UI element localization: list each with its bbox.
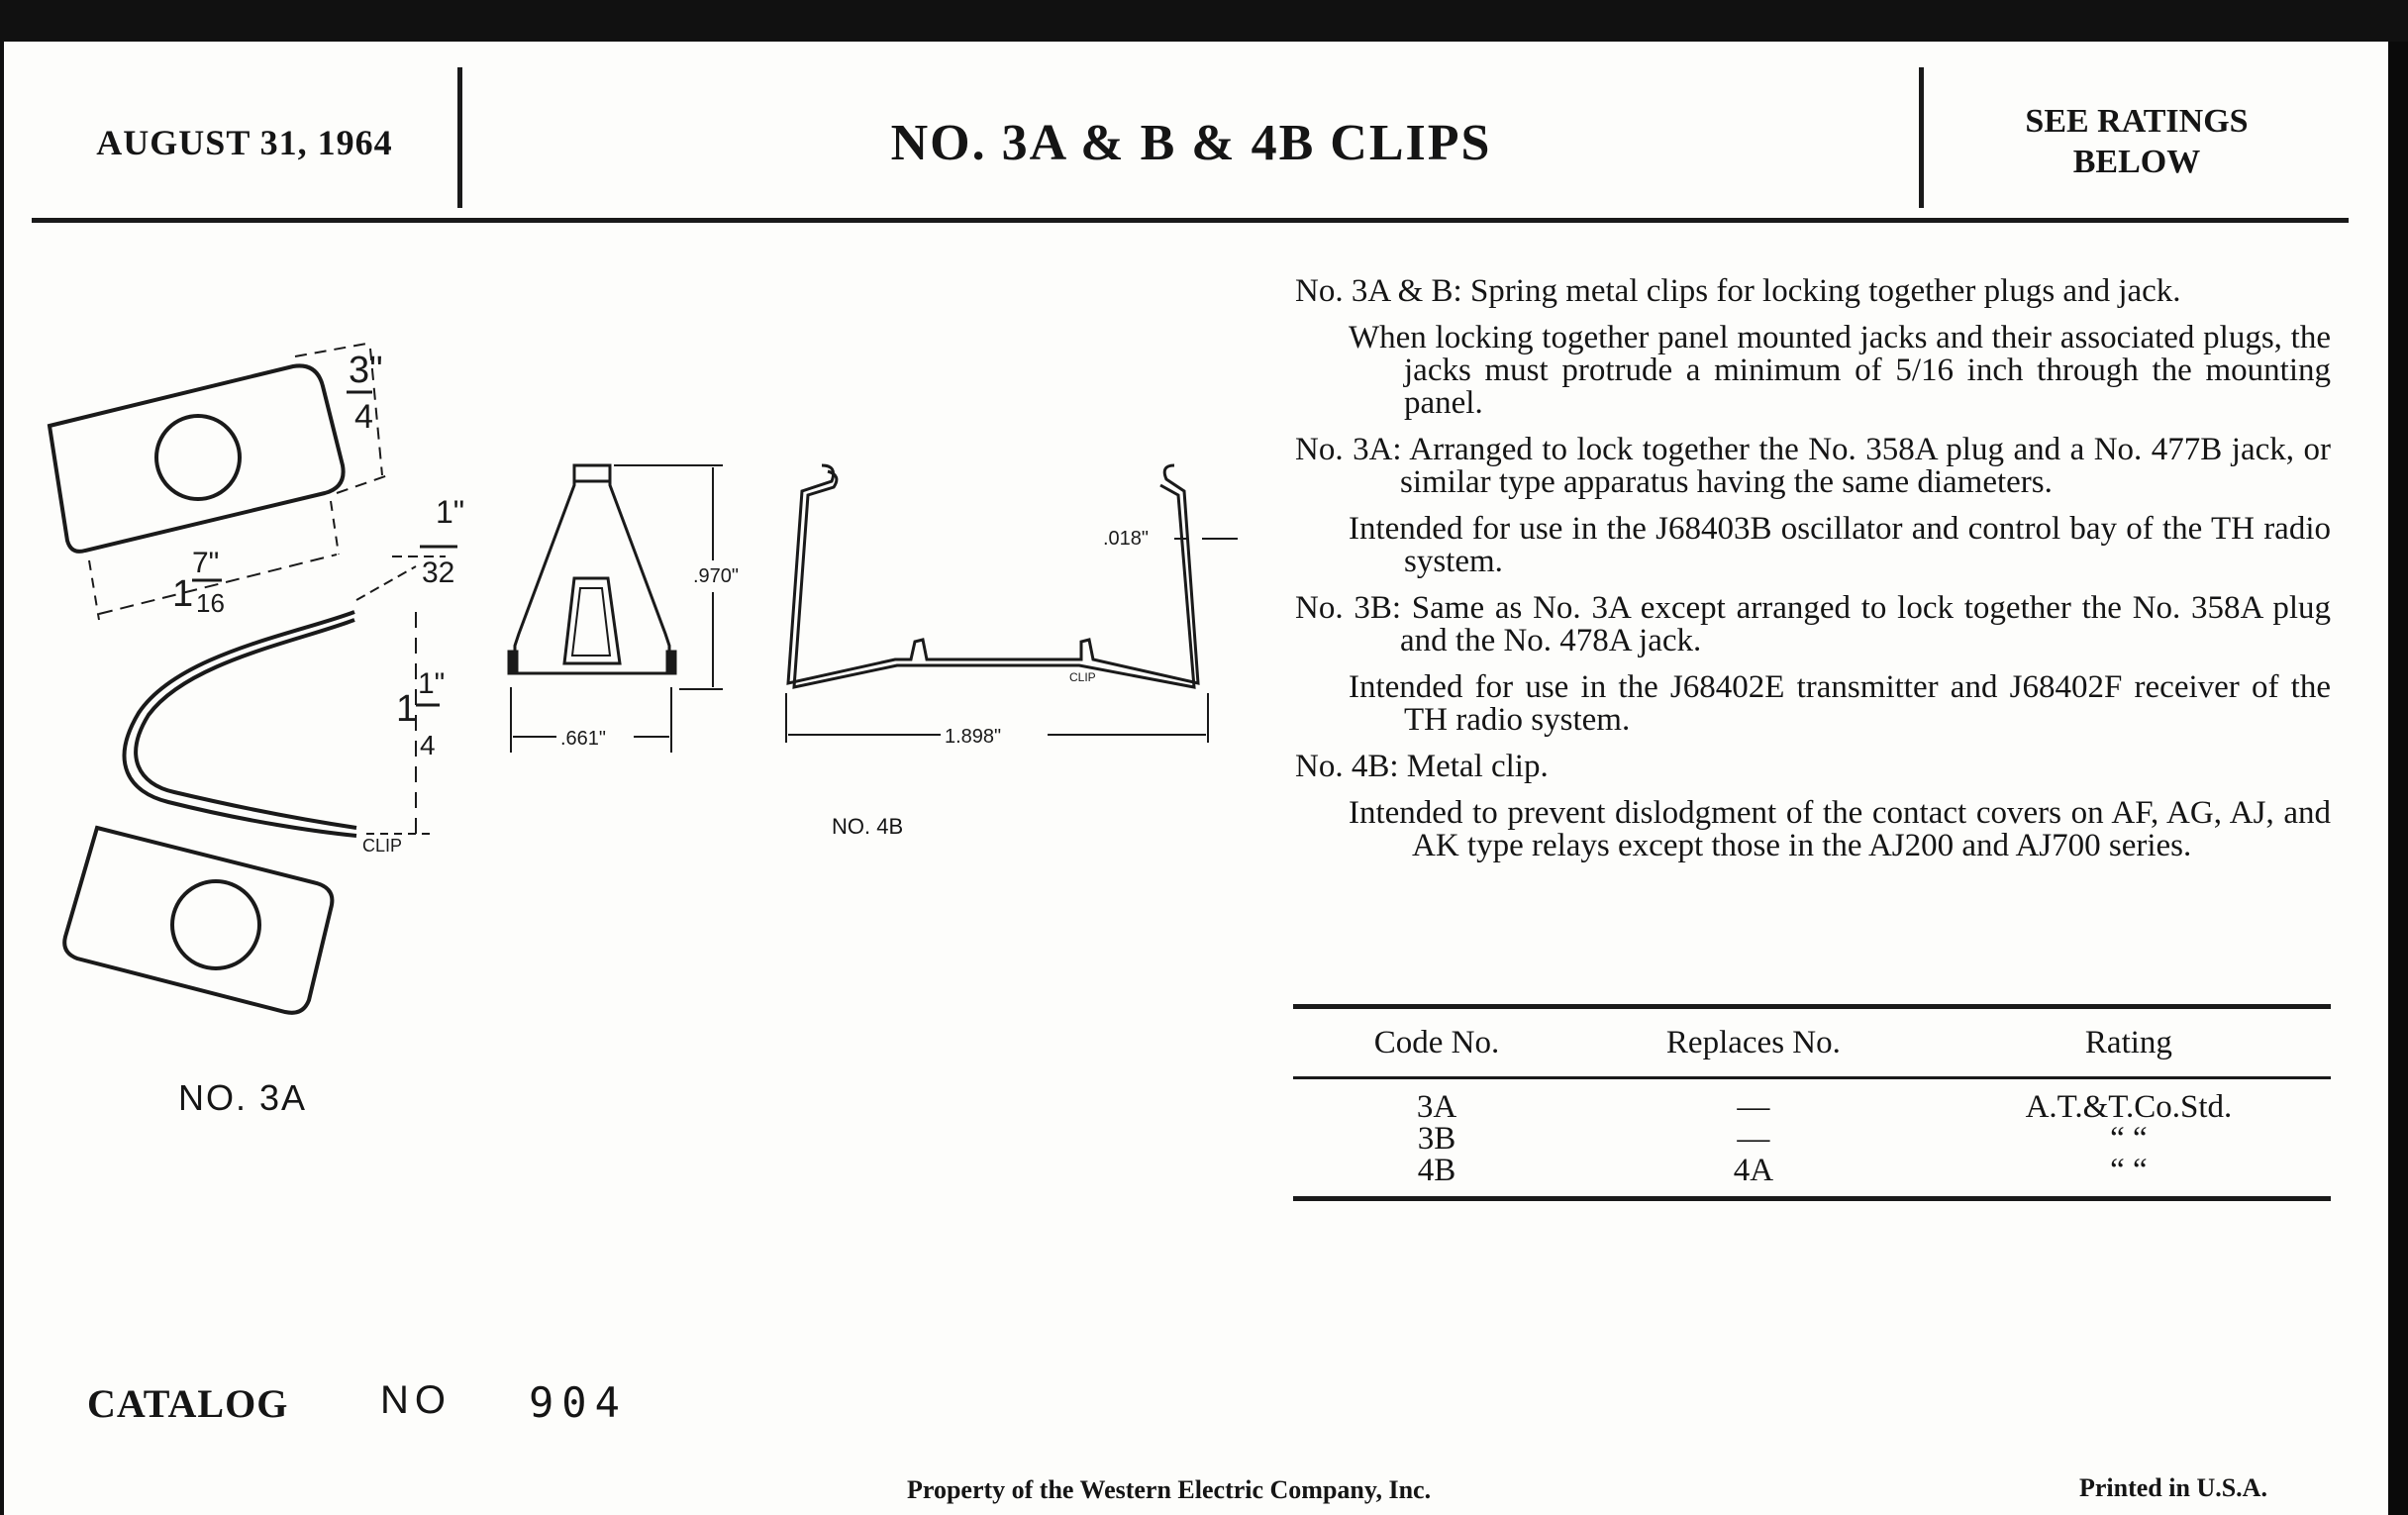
table-row bbox=[1293, 1123, 2331, 1155]
ratings-table bbox=[1293, 1004, 2331, 1201]
scan-edge bbox=[2388, 42, 2408, 1515]
figure-caption-3a: NO. 3A bbox=[178, 1077, 308, 1118]
desc-4b: No. 4B: Metal clip. bbox=[1295, 749, 1549, 784]
figure-caption-4b: NO. 4B bbox=[832, 814, 904, 839]
dim-3-4: 3" bbox=[349, 350, 383, 391]
svg-text:4: 4 bbox=[420, 730, 436, 760]
desc-4b-use: Intended to prevent dislodgment of the contact covers on AF, AG, AJ, and AK type relays except those in the AJ200 and AJ700 series. bbox=[1349, 795, 2331, 863]
desc-3a-b: No. 3A & B: Spring metal clips for locking together plugs and jack. bbox=[1295, 273, 2181, 309]
cell-rating: “ “ bbox=[2110, 1121, 2148, 1157]
header-date: AUGUST 31, 1964 bbox=[96, 123, 393, 162]
dim-970: .970" bbox=[693, 565, 740, 587]
header-divider-right bbox=[1919, 67, 1924, 208]
dim-1-32: 1" bbox=[436, 494, 465, 530]
clip-3a-bottom-plate bbox=[64, 828, 332, 1013]
catalog-number: 904 bbox=[529, 1378, 628, 1427]
catalog-no-label: NO bbox=[380, 1378, 452, 1422]
cell-code: 3A bbox=[1416, 1089, 1457, 1125]
desc-mounting: When locking together panel mounted jacks and their associated plugs, the jacks must protrude a minimum of 5/16 inch through the mounting panel. bbox=[1349, 320, 2331, 421]
page-title: NO. 3A & B & 4B CLIPS bbox=[890, 114, 1492, 171]
clip-4b-side bbox=[786, 465, 1238, 743]
footer-property: Property of the Western Electric Company, Inc. bbox=[907, 1475, 1432, 1504]
cell-code: 3B bbox=[1417, 1121, 1456, 1157]
desc-3b-use: Intended for use in the J68402E transmitter and J68402F receiver of the TH radio system. bbox=[1349, 669, 2331, 738]
svg-text:CLIP: CLIP bbox=[362, 836, 403, 856]
cell-replaces: — bbox=[1737, 1121, 1770, 1157]
dim-018: .018" bbox=[1103, 528, 1150, 550]
desc-3b: No. 3B: Same as No. 3A except arranged to lock together the No. 358A plug and the No. 478A jack. bbox=[1295, 590, 2331, 658]
svg-text:32: 32 bbox=[422, 556, 455, 589]
cell-replaces: 4A bbox=[1733, 1153, 1774, 1188]
table-row bbox=[1293, 1155, 2331, 1196]
desc-3a-use: Intended for use in the J68403B oscillator and control bay of the TH radio system. bbox=[1349, 511, 2331, 579]
svg-text:CLIP: CLIP bbox=[1069, 670, 1096, 684]
col-replaces: Replaces No. bbox=[1580, 1009, 1927, 1078]
catalog-label: CATALOG bbox=[87, 1381, 289, 1426]
col-code: Code No. bbox=[1293, 1009, 1580, 1078]
cell-code: 4B bbox=[1417, 1153, 1456, 1188]
table-header-row bbox=[1293, 1009, 2331, 1078]
description bbox=[1295, 275, 2331, 876]
header-rating-note: SEE RATINGS BELOW bbox=[2025, 103, 2249, 180]
clip-drawings bbox=[0, 0, 1287, 1386]
footer-printed: Printed in U.S.A. bbox=[2079, 1473, 2267, 1502]
dim-7-16-num: 7" bbox=[192, 547, 220, 579]
svg-text:1: 1 bbox=[172, 573, 194, 615]
table-row bbox=[1293, 1078, 2331, 1124]
col-rating: Rating bbox=[1927, 1009, 2331, 1078]
dim-1-1-4: 1 bbox=[396, 688, 418, 730]
svg-text:16: 16 bbox=[196, 588, 225, 618]
svg-text:1": 1" bbox=[418, 667, 446, 700]
svg-text:4: 4 bbox=[354, 398, 373, 436]
dim-1898: 1.898" bbox=[945, 726, 1002, 748]
desc-3a: No. 3A: Arranged to lock together the No. 358A plug and a No. 477B jack, or similar type apparatus having the same diameters. bbox=[1295, 432, 2331, 500]
dim-661: .661" bbox=[560, 728, 607, 750]
cell-rating: “ “ bbox=[2110, 1153, 2148, 1188]
cell-replaces: — bbox=[1737, 1089, 1770, 1125]
clip-3b-front bbox=[509, 465, 723, 753]
cell-rating: A.T.&T.Co.Std. bbox=[2025, 1089, 2233, 1125]
